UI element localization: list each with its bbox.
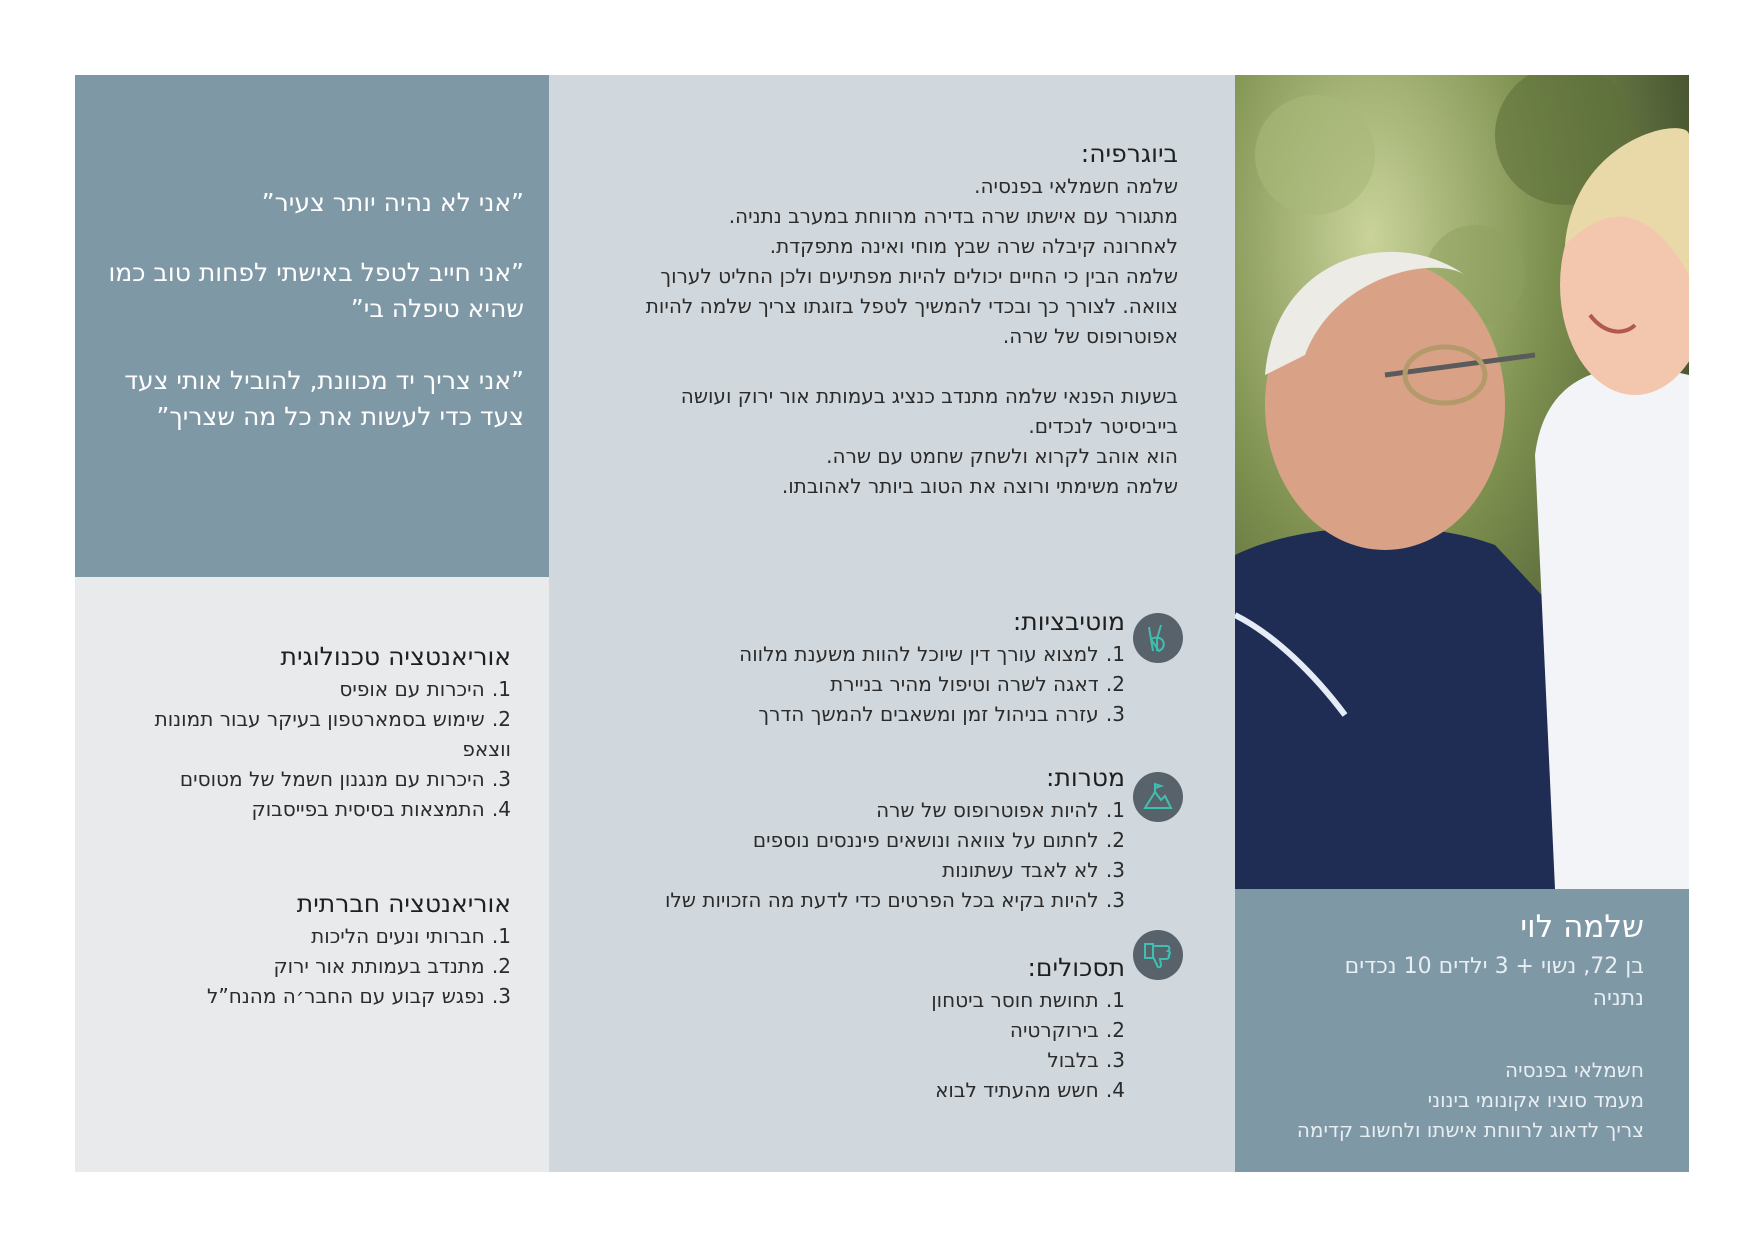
list-number: 2. — [1105, 828, 1125, 852]
quote-2: ”אני חייב לטפל באישתי לפחות טוב כמו שהיא טיפלה בי” — [108, 258, 524, 323]
list-item — [111, 981, 511, 1011]
biography-line: שלמה משימתי ורוצה את הטוב ביותר לאהובתו. — [781, 474, 1178, 498]
quote-1: ”אני לא נהיה יותר צעיר” — [261, 188, 524, 217]
biography-line: לאחרונה קיבלה שרה שבץ מוחי ואינה מתפקדת. — [769, 234, 1178, 258]
list-text: חברותי ונעים הליכות — [311, 924, 485, 948]
list-text: להיות אפוטרופוס של שרה — [876, 798, 1099, 822]
list-number: 4. — [491, 797, 511, 821]
motivations-title: מוטיבציות: — [1012, 607, 1125, 636]
list-number: 1. — [1105, 988, 1125, 1012]
goals-list — [565, 795, 1125, 915]
biography-line: מתגורר עם אישתו שרה בדירה מרווחת במערב נתניה. — [728, 204, 1178, 228]
orientation-panel — [75, 577, 549, 1172]
profile-panel — [1235, 889, 1689, 1172]
goals-title: מטרות: — [1046, 763, 1125, 792]
list-text: מתנדב בעמותת אור ירוק — [273, 954, 485, 978]
list-number: 1. — [491, 677, 511, 701]
list-item — [111, 764, 511, 794]
list-item — [111, 704, 511, 764]
list-number: 2. — [1105, 1018, 1125, 1042]
biography-line: בשעות הפנאי שלמה מתנדב כנציג בעמותת אור ירוק ועושה — [680, 384, 1178, 408]
motivations-list — [605, 639, 1125, 729]
profile-details — [1224, 951, 1644, 1015]
social-orientation-section — [111, 887, 511, 1011]
list-number: 3. — [1105, 858, 1125, 882]
list-number: 1. — [491, 924, 511, 948]
biography-line: שלמה הבין כי החיים יכולים להיות מפתיעים ולכן החליט לערוך — [660, 264, 1178, 288]
list-item — [565, 885, 1125, 915]
quotes-panel — [75, 75, 549, 577]
list-number: 3. — [1105, 1048, 1125, 1072]
list-item — [605, 1075, 1125, 1105]
list-text: התמצאות בסיסית בפייסבוק — [251, 797, 485, 821]
list-item — [111, 921, 511, 951]
list-number: 3. — [1105, 702, 1125, 726]
profile-occupation: חשמלאי בפנסיה — [1505, 1058, 1644, 1082]
list-number: 3. — [491, 767, 511, 791]
list-item — [605, 669, 1125, 699]
list-text: להיות בקיא בכל הפרטים כדי לדעת מה הזכויות שלו — [664, 888, 1099, 912]
list-text: נפגש קבוע עם החבר׳ה מהנח”ל — [206, 984, 485, 1008]
biography-line: אפוטרופוס של שרה. — [1002, 324, 1178, 348]
profile-extra — [1224, 1055, 1644, 1145]
list-item — [605, 1045, 1125, 1075]
motivations-section — [605, 605, 1125, 729]
thumbs-down-icon — [1133, 930, 1183, 980]
profile-city: נתניה — [1592, 986, 1644, 1011]
list-item — [111, 794, 511, 824]
tech-orientation-list — [111, 674, 511, 824]
list-text: היכרות עם מנגנון חשמל של מטוסים — [179, 767, 485, 791]
list-text: למצוא עורך דין שיוכל להוות משענת מלווה — [739, 642, 1099, 666]
list-item — [605, 985, 1125, 1015]
list-item — [605, 699, 1125, 729]
biography-line: שלמה חשמלאי בפנסיה. — [974, 174, 1178, 198]
list-item — [565, 855, 1125, 885]
victory-hand-icon — [1133, 613, 1183, 663]
list-item — [605, 1015, 1125, 1045]
list-text: היכרות עם אופיס — [339, 677, 485, 701]
list-number: 2. — [1105, 672, 1125, 696]
list-item — [605, 639, 1125, 669]
list-number: 3. — [491, 984, 511, 1008]
list-text: עזרה בניהול זמן ומשאבים להמשך הדרך — [758, 702, 1099, 726]
frustrations-list — [605, 985, 1125, 1105]
biography-section — [578, 137, 1178, 501]
quote-3: ”אני צריך יד מכוונת, להוביל אותי צעד צעד כדי לעשות את כל מה שצריך” — [124, 366, 524, 431]
frustrations-title: תסכולים: — [1027, 953, 1125, 982]
biography-title: ביוגרפיה: — [1080, 139, 1178, 168]
list-number: 1. — [1105, 642, 1125, 666]
tech-orientation-title: אוריאנטציה טכנולוגית — [280, 642, 511, 671]
profile-age-family: בן 72, נשוי + 3 ילדים 10 נכדים — [1344, 954, 1644, 979]
list-text: דאגה לשרה וטיפול מהיר בניירת — [830, 672, 1099, 696]
list-text: בלבול — [1047, 1048, 1099, 1072]
social-orientation-list — [111, 921, 511, 1011]
mountain-flag-icon — [1133, 772, 1183, 822]
biography-line: הוא אוהב לקרוא ולשחק שחמט עם שרה. — [826, 444, 1178, 468]
list-text: לא לאבד עשתונות — [942, 858, 1099, 882]
list-text: חשש מהעתיד לבוא — [935, 1078, 1099, 1102]
biography-line: צוואה. לצורך כך ובכדי להמשיך לטפל בזוגתו צריך שלמה להיות — [645, 294, 1178, 318]
list-item — [565, 795, 1125, 825]
list-item — [111, 951, 511, 981]
list-number: 3. — [1105, 888, 1125, 912]
list-text: תחושת חוסר ביטחון — [931, 988, 1099, 1012]
list-number: 2. — [491, 954, 511, 978]
profile-need: צריך לדאוג לרווחת אישתו ולחשוב קדימה — [1296, 1118, 1644, 1142]
list-item — [111, 674, 511, 704]
goals-section — [565, 761, 1125, 915]
middle-panel — [549, 75, 1235, 1172]
persona-name: שלמה לוי — [1520, 909, 1644, 945]
list-number: 4. — [1105, 1078, 1125, 1102]
frustrations-section — [605, 951, 1125, 1105]
social-orientation-title: אוריאנטציה חברתית — [296, 889, 511, 918]
tech-orientation-section — [111, 640, 511, 824]
list-number: 2. — [491, 707, 511, 731]
list-text: בירוקרטיה — [1009, 1018, 1099, 1042]
biography-line: בייביסיטר לנכדים. — [1028, 414, 1178, 438]
list-text: שימוש בסמארטפון בעיקר עבור תמונות ווצאפ — [154, 707, 511, 761]
list-item — [565, 825, 1125, 855]
list-number: 1. — [1105, 798, 1125, 822]
profile-status: מעמד סוציו אקונומי בינוני — [1427, 1088, 1644, 1112]
list-text: לחתום על צוואה ונושאים פיננסים נוספים — [752, 828, 1099, 852]
persona-photo — [1235, 75, 1689, 889]
